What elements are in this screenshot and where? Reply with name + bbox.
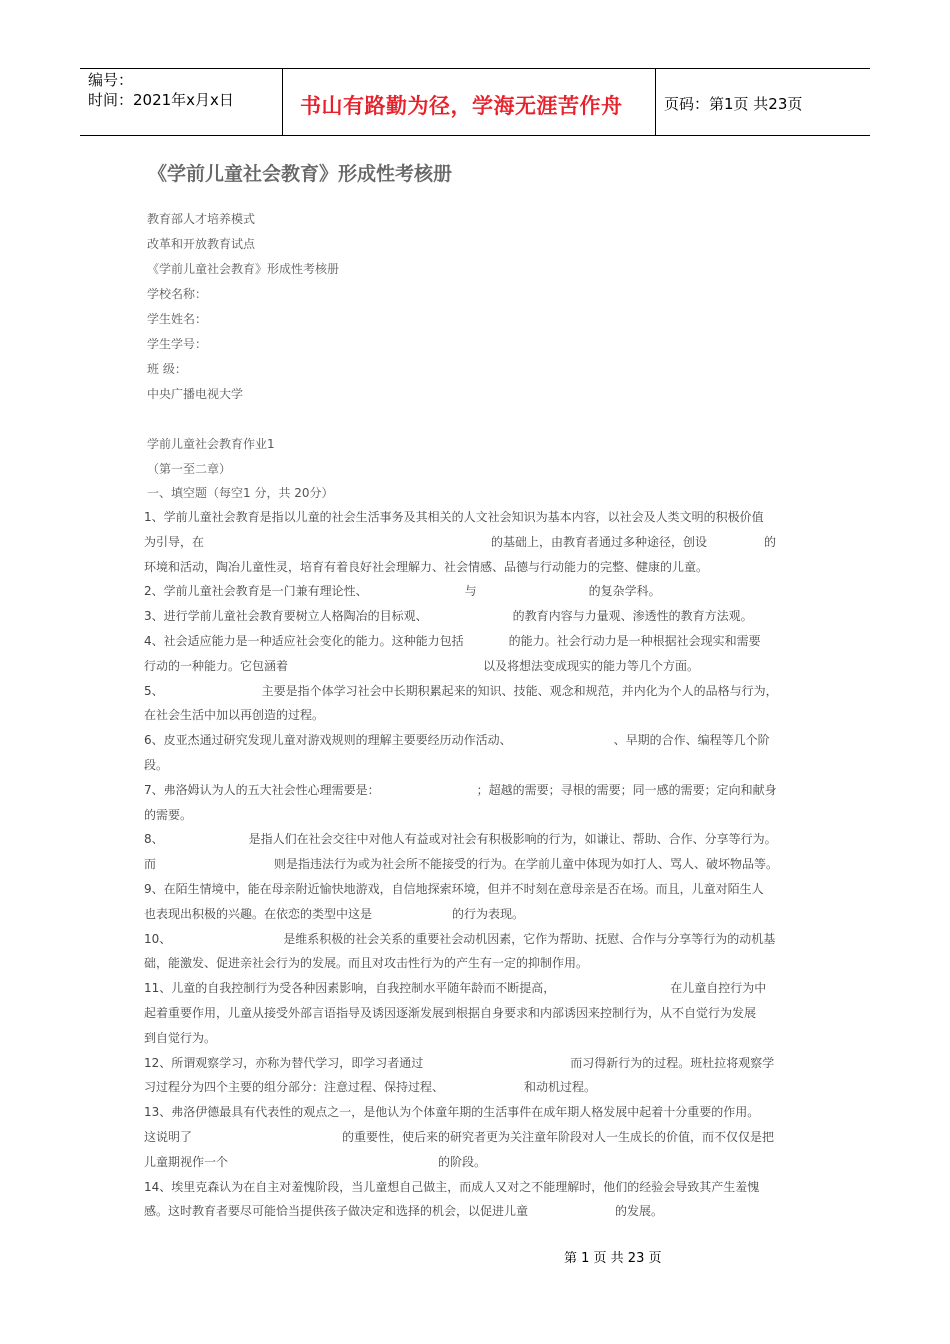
cover-line: 《学前儿童社会教育》形成性考核册	[147, 262, 340, 276]
question-text: 与	[464, 584, 477, 599]
question-14-line-2	[144, 1199, 810, 1224]
question-text: 而	[144, 857, 157, 872]
question-text: 行动的一种能力。它包涵着	[144, 658, 289, 673]
question-text: 8、	[144, 832, 164, 847]
question-text: 在儿童自控行为中	[670, 981, 767, 996]
question-text: 的教育内容与力量观、渗透性的教育方法观。	[512, 609, 753, 624]
question-text: 习过程分为四个主要的组分部分：注意过程、保持过程、	[144, 1080, 445, 1095]
question-text: 11、儿童的自我控制行为受各种因素影响，自我控制水平随年龄而不断提高，	[144, 981, 556, 996]
question-text: 的重要性，使后来的研究者更为关注童年阶段对人一生成长的价值，而不仅仅是把	[342, 1129, 775, 1144]
question-text: 儿童期视作一个	[144, 1154, 229, 1169]
question-text: 的基础上，由教育者通过多种途径，创设	[491, 534, 708, 549]
question-text: 4、社会适应能力是一种适应社会变化的能力。这种能力包括	[144, 633, 464, 648]
cover-line: 学生学号：	[147, 337, 208, 351]
question-10-line-2	[144, 951, 810, 976]
cover-line: 学校名称：	[147, 287, 208, 301]
question-text: 和动机过程。	[524, 1080, 597, 1095]
question-5-line-1	[144, 679, 810, 704]
document-title: 《学前儿童社会教育》形成性考核册	[148, 163, 453, 185]
question-8-line-1	[144, 827, 810, 852]
question-10-line-1	[144, 927, 810, 952]
question-text: ；超越的需要；寻根的需要；同一感的需要；定向和献身	[476, 782, 777, 797]
question-14-line-1	[144, 1175, 810, 1200]
header-divider-left	[282, 68, 283, 135]
question-text: 是指人们在社会交往中对他人有益或对社会有积极影响的行为，如谦让、帮助、合作、分享等行为。	[248, 832, 777, 847]
question-4-line-2	[144, 654, 810, 679]
question-text: 6、皮亚杰通过研究发现儿童对游戏规则的理解主要要经历动作活动、	[144, 733, 512, 748]
question-text: 的复杂学科。	[588, 584, 661, 599]
cover-line: 教育部人才培养模式	[147, 212, 256, 226]
cover-line: 学生姓名：	[147, 312, 208, 326]
homework-heading	[147, 432, 334, 506]
question-9-line-2	[144, 902, 810, 927]
question-1-line-2	[144, 530, 810, 555]
time-label: 时间：2021年x月x日	[88, 91, 234, 109]
question-list	[144, 505, 810, 1224]
question-text: 的能力。社会行动力是一种根据社会现实和需要	[508, 633, 761, 648]
question-text: 到自觉行为。	[144, 1030, 217, 1045]
question-13-line-1	[144, 1100, 810, 1125]
number-label: 编号：	[88, 71, 134, 89]
question-text: 段。	[144, 757, 169, 772]
question-text: 10、	[144, 931, 172, 946]
question-text: 起着重要作用，儿童从接受外部言语指导及诱因逐渐发展到根据自身要求和内部诱因来控制行为，从不自觉行为发展	[144, 1005, 757, 1020]
question-13-line-3	[144, 1150, 810, 1175]
question-text: 这说明了	[144, 1129, 193, 1144]
question-8-line-2	[144, 852, 810, 877]
question-6-line-1	[144, 728, 810, 753]
question-text: 的阶段。	[438, 1154, 487, 1169]
question-3	[144, 604, 810, 629]
question-11-line-1	[144, 976, 810, 1001]
header-divider-right	[655, 68, 656, 135]
question-text: 的需要。	[144, 807, 193, 822]
question-text: 9、在陌生情境中，能在母亲附近愉快地游戏，自信地探索环境，但并不时刻在意母亲是否在场。而且，儿童对陌生人	[144, 881, 764, 896]
question-text: 也表现出积极的兴趣。在依恋的类型中这是	[144, 906, 373, 921]
question-text: 础，能激发、促进亲社会行为的发展。而且对攻击性行为的产生有一定的抑制作用。	[144, 956, 589, 971]
homework-title: 学前儿童社会教育作业1	[147, 437, 275, 451]
question-text: 主要是指个体学习社会中长期积累起来的知识、技能、观念和规范，并内化为个人的品格与行为，	[261, 683, 778, 698]
question-1-line-1	[144, 505, 810, 530]
question-2	[144, 579, 810, 604]
question-11-line-2	[144, 1001, 810, 1026]
question-9-line-1	[144, 877, 810, 902]
question-text: 的行为表现。	[452, 906, 525, 921]
question-text: 环境和活动，陶冶儿童性灵，培育有着良好社会理解力、社会情感、品德与行动能力的完整、健康的儿童。	[144, 559, 709, 574]
question-12-line-1	[144, 1051, 810, 1076]
header-motto: 书山有路勤为径，学海无涯苦作舟	[300, 94, 623, 118]
page-footer: 第 1 页 共 23 页	[564, 1251, 662, 1266]
question-4-line-1	[144, 629, 810, 654]
header-bottom-rule	[80, 135, 870, 136]
section-heading: 一、填空题（每空1 分，共 20分）	[147, 486, 334, 500]
cover-block	[147, 207, 339, 407]
question-text: 而习得新行为的过程。班杜拉将观察学	[570, 1055, 775, 1070]
question-12-line-2	[144, 1075, 810, 1100]
question-7-line-1	[144, 778, 810, 803]
cover-line: 改革和开放教育试点	[147, 237, 256, 251]
question-text: 的发展。	[615, 1204, 664, 1219]
question-text: 以及将想法变成现实的能力等几个方面。	[483, 658, 700, 673]
question-text: 3、进行学前儿童社会教育要树立人格陶冶的目标观、	[144, 609, 428, 624]
cover-line: 中央广播电视大学	[147, 387, 244, 401]
question-text: 7、弗洛姆认为人的五大社会性心理需要是：	[144, 782, 380, 797]
question-text: 为引导，在	[144, 534, 205, 549]
header-page-code: 页码：第1页 共23页	[664, 95, 803, 113]
question-13-line-2	[144, 1125, 810, 1150]
question-6-line-2	[144, 753, 810, 778]
question-text: 在社会生活中加以再创造的过程。	[144, 708, 325, 723]
question-text: 5、	[144, 683, 164, 698]
question-text: 则是指违法行为或为社会所不能接受的行为。在学前儿童中体现为如打人、骂人、破坏物品等。	[274, 857, 779, 872]
question-1-line-3	[144, 555, 810, 580]
question-text: 感。这时教育者要尽可能恰当提供孩子做决定和选择的机会，以促进儿童	[144, 1204, 529, 1219]
homework-chapters: （第一至二章）	[147, 461, 232, 476]
question-7-line-2	[144, 803, 810, 828]
cover-line: 班 级：	[147, 362, 187, 376]
question-5-line-2	[144, 703, 810, 728]
question-text: 1、学前儿童社会教育是指以儿童的社会生活事务及其相关的人文社会知识为基本内容，以社会及人类文明的积极价值	[144, 510, 764, 524]
question-text: 14、埃里克森认为在自主对羞愧阶段，当儿童想自己做主，而成人又对之不能理解时，他们的经验会导致其产生羞愧	[144, 1179, 760, 1194]
question-text: 13、弗洛伊德最具有代表性的观点之一，是他认为个体童年期的生活事件在成年期人格发展中起着十分重要的作用。	[144, 1105, 760, 1120]
header-meta	[88, 70, 234, 110]
header-top-rule	[80, 68, 870, 69]
question-text: 、早期的合作、编程等几个阶	[613, 733, 770, 748]
question-text: 的	[764, 534, 777, 549]
question-text: 12、所谓观察学习，亦称为替代学习，即学习者通过	[144, 1055, 424, 1070]
question-text: 2、学前儿童社会教育是一门兼有理论性、	[144, 584, 368, 599]
question-text: 是维系积极的社会关系的重要社会动机因素，它作为帮助、抚慰、合作与分享等行为的动机基	[283, 931, 776, 946]
question-11-line-3	[144, 1026, 810, 1051]
